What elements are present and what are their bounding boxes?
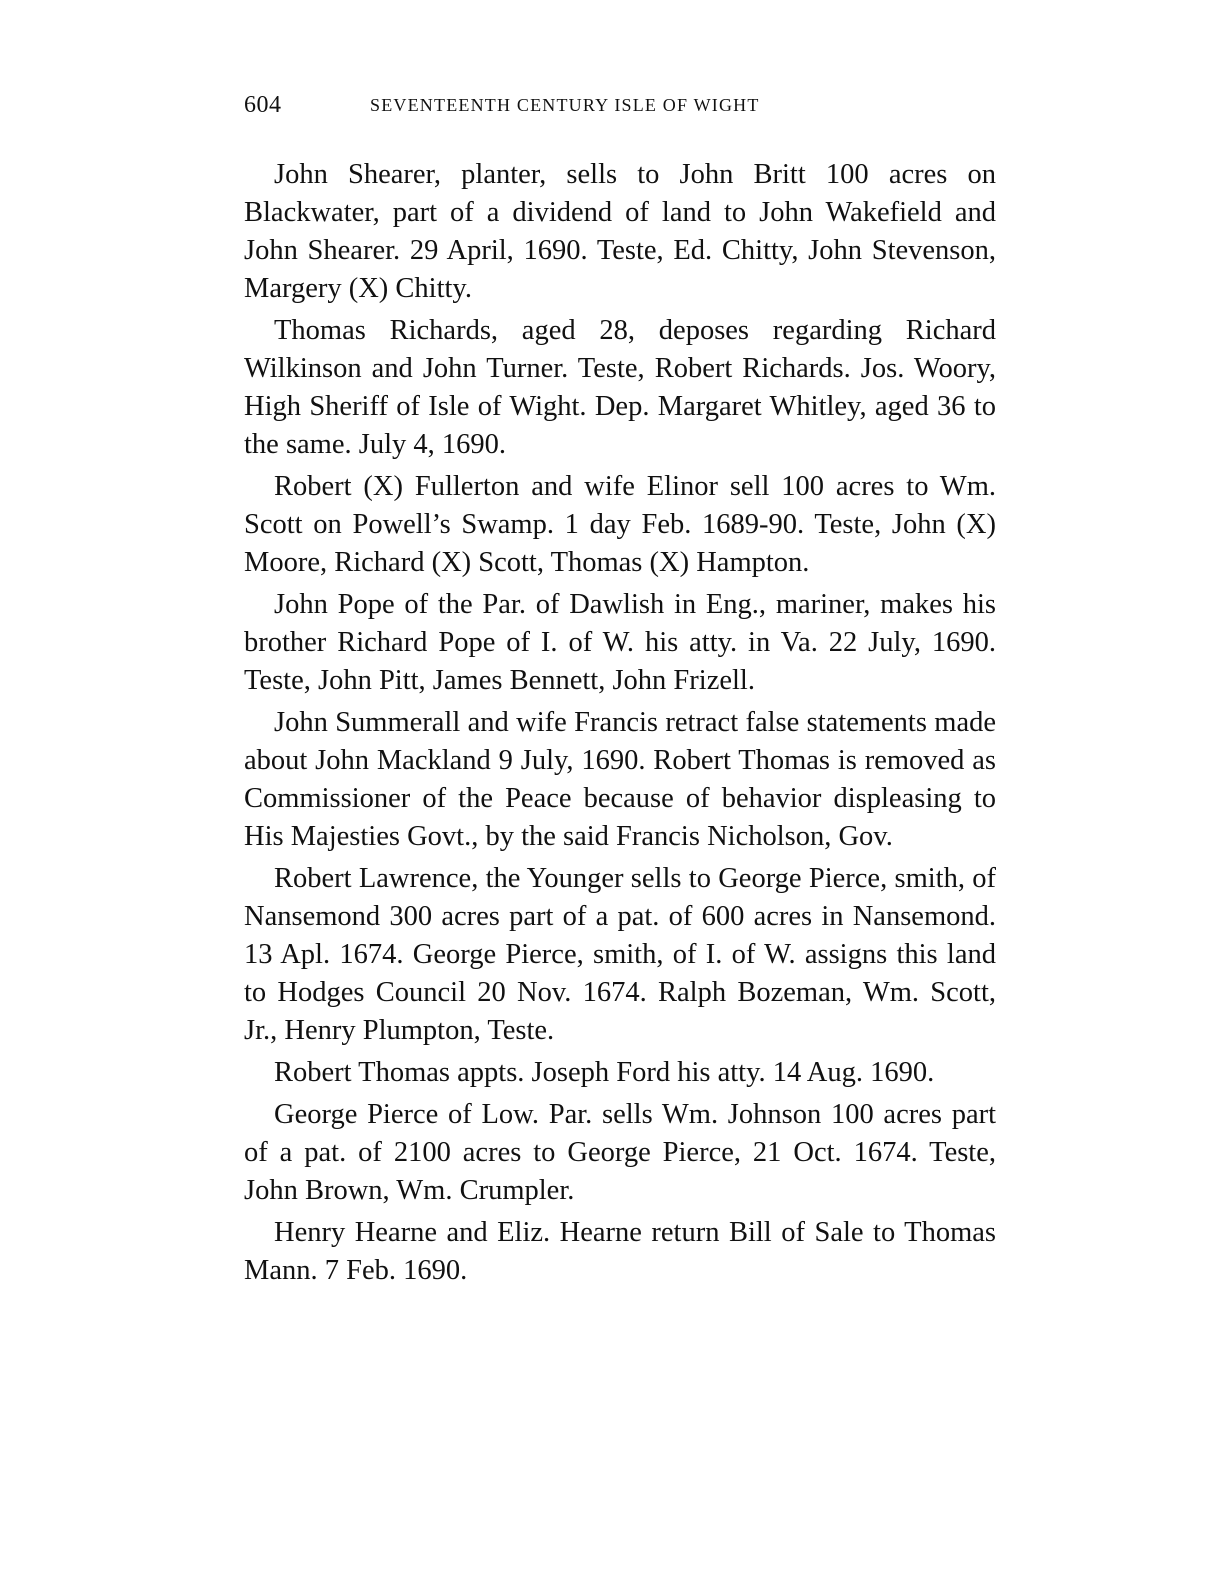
running-title: SEVENTEENTH CENTURY ISLE OF WIGHT <box>370 95 760 115</box>
record-paragraph: Henry Hearne and Eliz. Hearne return Bill of Sale to Thomas Mann. 7 Feb. 1690. <box>244 1217 996 1286</box>
page-number: 604 <box>244 92 282 118</box>
record-paragraph: Thomas Richards, aged 28, deposes regarding Richard Wilkinson and John Turner. Teste, Robert Richards. Jos. Woory, High Sheriff of Isle of Wight. Dep. Margaret Whitley, aged 36 to the same. July 4, 1690. <box>244 315 996 460</box>
record-paragraph: John Summerall and wife Francis retract false statements made about John Mackland 9 July, 1690. Robert Thomas is removed as Commissioner of the Peace because of behavior displeasing to His Majesties Govt., by the said Francis Nicholson, Gov. <box>244 707 996 852</box>
record-paragraph: Robert (X) Fullerton and wife Elinor sell 100 acres to Wm. Scott on Powell’s Swamp. 1 day Feb. 1689-90. Teste, John (X) Moore, Richard (X) Scott, Thomas (X) Hampton. <box>244 471 996 578</box>
page-header <box>244 92 1004 122</box>
record-paragraph: Robert Thomas appts. Joseph Ford his atty. 14 Aug. 1690. <box>274 1057 935 1088</box>
record-paragraph: John Shearer, planter, sells to John Britt 100 acres on Blackwater, part of a dividend of land to John Wakefield and John Shearer. 29 April, 1690. Teste, Ed. Chitty, John Stevenson, Margery (X) Chitty. <box>244 159 996 304</box>
page-body <box>244 156 996 1294</box>
record-paragraph: John Pope of the Par. of Dawlish in Eng., mariner, makes his brother Richard Pope of I. of W. his atty. in Va. 22 July, 1690. Teste, John Pitt, James Bennett, John Frizell. <box>244 589 996 696</box>
record-paragraph: Robert Lawrence, the Younger sells to George Pierce, smith, of Nansemond 300 acres part of a pat. of 600 acres in Nansemond. 13 Apl. 1674. George Pierce, smith, of I. of W. assigns this land to Hodges Council 20 Nov. 1674. Ralph Bozeman, Wm. Scott, Jr., Henry Plumpton, Teste. <box>244 863 996 1046</box>
record-paragraph: George Pierce of Low. Par. sells Wm. Johnson 100 acres part of a pat. of 2100 acres to George Pierce, 21 Oct. 1674. Teste, John Brown, Wm. Crumpler. <box>244 1099 996 1206</box>
